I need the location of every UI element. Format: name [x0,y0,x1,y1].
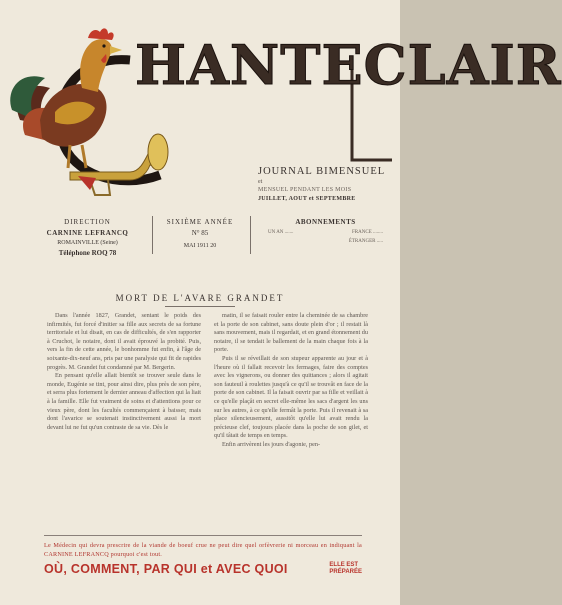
rooster-comb [88,28,114,40]
direction-label: DIRECTION [64,218,111,226]
rooster-neck [80,39,112,92]
article-title: MORT DE L'AVARE GRANDET [115,293,285,303]
trumpet-bell [148,134,168,170]
ad-headline: OÙ, COMMENT, PAR QUI et AVEC QUOI [44,562,288,576]
article-column-left [47,312,201,432]
subscription-rates-2 [268,239,383,244]
issue-block [160,218,240,249]
masthead-title: HANTECLAIR [135,33,562,97]
subscription-block [268,218,383,244]
ad-side-line1: ELLE EST [329,562,359,568]
article-column-right [214,312,368,450]
paragraph: En pensant qu'elle allait bientôt se trouver seule dans le monde, Eugénie se tint, pour ainsi dire, plus près de son père, et serra plus fortement le dernier anneau d'affection qui la liait à la famille. Elle fut vraiment de soins et d'attentions pour ce vieux père, dont les facultés commençaient à baisser, mais dont l'avarice se soutenait instinctivement aussi la mort devant lui ne fut qu'un contraste de sa vie. Dès le [47,372,201,431]
advertisement [44,535,362,586]
year-label: SIXIÈME ANNÉE [166,218,234,226]
journal-months-line2: JUILLET, AOUT et SEPTEMBRE [258,196,356,202]
ad-side-note [329,562,362,576]
info-divider [152,216,153,254]
journal-months-line1: MENSUEL PENDANT LES MOIS [258,187,352,193]
info-divider [250,216,251,254]
issue-date: MAI 1911 20 [183,243,217,249]
title-rule [165,306,235,307]
direction-block [30,218,145,257]
paragraph: Enfin arrivèrent les jours d'agonie, pen- [222,440,321,448]
paragraph: matin, il se faisait rouler entre la cheminée de sa chambre et la porte de son cabinet, sans doute plein d'or ; il restait là sans mouvement, mais il regardait, et en grand étonnement du notaire, il se tendait le ballement de la main chaque fois à la porte. [214,312,368,354]
rooster-beak [110,46,122,54]
sub-right: ÉTRANGER ..... [348,239,383,244]
sub-left: UN AN ....... [268,230,294,235]
journal-frequency: JOURNAL BIMENSUEL [258,166,386,177]
director-name: CARNINE LEFRANCQ [46,229,129,237]
issue-number: N° 85 [191,229,209,237]
ad-side-line2: PRÉPARÉE [329,569,362,575]
paragraph: Puis il se réveillait de son stupeur apparente au jour et à l'heure où il fallait recevoir les fermages, faire des comptes avec les vignerons, ou donner des quittances ; alors il agitait son fauteuil à roulettes jusqu'à ce qu'il se trouvât en face de la porte de son cabinet. Il la faisait ouvrir par sa fille et veillait à ce qu'elle plaçât en secret elle-même les sacs d'argent les uns sur les autres, à ce qu'elle fermât la porte. Puis il revenait à sa place silencieusement, aussitôt qu'elle lui avait rendu la précieuse clef, toujours placée dans la poche de son gilet, et qu'il tâtait de temps en temps. [214,354,368,440]
rooster-trumpet-illustration [0,0,400,210]
ad-text: Le Médecin qui devra prescrire de la viande de boeuf crue ne peut dire quel orfèvrerie ni morceau en indiquant la CARNINE LEFRANCQ pourquoi c'est tout. [44,542,362,558]
director-city: ROMAINVILLE (Seine) [57,240,118,246]
journal-et: et [258,179,263,185]
masthead [0,0,562,205]
paragraph: Dans l'année 1827, Grandet, sentant le poids des infirmités, fut forcé d'initier sa fille aux secrets de sa fortune territoriale et lui disait, en cas de difficultés, de s'en rapporter à Cruchot, le notaire, dont il avait éprouvé la probité. Puis, vers la fin de cette année, le bonhomme fut enfin, à l'âge de soixante-dix-neuf ans, pris par une paralysie qui fit de rapides progrès. M. Grandet fut condamné par M. Bergerin. [47,312,201,371]
subscription-rates [268,230,383,235]
rooster-eye [102,44,105,47]
director-phone: Téléphone ROQ 78 [58,249,117,257]
subscriptions-label: ABONNEMENTS [295,218,356,226]
sub-mid: FRANCE ........ [352,230,383,235]
